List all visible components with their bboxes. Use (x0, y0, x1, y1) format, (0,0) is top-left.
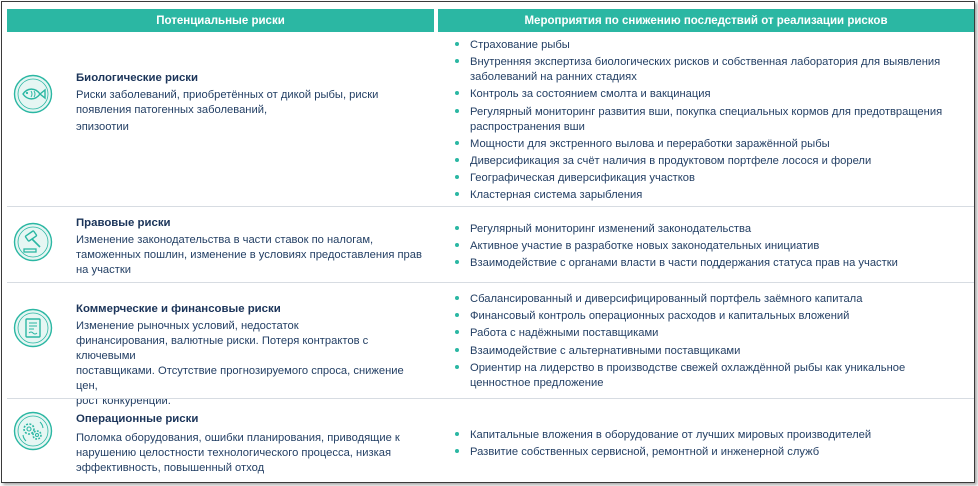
risk-desc-line: эпизоотии (76, 121, 129, 133)
risk-title: Правовые риски (76, 217, 171, 229)
risk-desc-line: поставщиками. Отсутствие прогнозируемого спроса, снижение цен, (76, 365, 404, 392)
risk-description (76, 88, 426, 135)
header-risks: Потенциальные риски (7, 9, 434, 32)
risk-row-biological (7, 35, 974, 205)
risk-desc-line: Изменение законодательства в части ставок по налогам, (76, 234, 374, 246)
measure-item: Взаимодействие с органами власти в части поддержания статуса прав на участки (453, 256, 968, 271)
contract-icon (13, 308, 53, 348)
measure-item: Финансовый контроль операционных расходов и капитальных вложений (453, 309, 968, 324)
risk-block (76, 302, 426, 409)
risk-block (76, 216, 426, 278)
measure-item: Активное участие в разработке новых законодательных инициатив (453, 239, 968, 254)
gears-icon (13, 411, 53, 451)
measure-item: Регулярный мониторинг изменений законодательства (453, 222, 968, 237)
measure-item: Регулярный мониторинг развития вши, покупка специальных кормов для предотвращения распространения вши (453, 105, 968, 135)
risk-title: Операционные риски (76, 413, 199, 425)
header-measures: Мероприятия по снижению последствий от реализации рисков (438, 9, 974, 32)
risk-description (76, 233, 426, 278)
measure-item: Диверсификация за счёт наличия в продуктовом портфеле лосося и форели (453, 154, 968, 169)
risk-description (76, 319, 426, 409)
risk-desc-line: нарушению целостности технологического процесса, низкая (76, 447, 392, 459)
risk-description (76, 431, 426, 476)
risk-desc-line: рост конкуренции. (76, 395, 171, 407)
risk-table (1, 1, 975, 483)
measures-list (453, 222, 968, 274)
risk-row-operational (7, 398, 974, 483)
risk-desc-line: на участки (76, 264, 132, 276)
risk-title: Коммерческие и финансовые риски (76, 303, 281, 315)
risk-title: Биологические риски (76, 72, 198, 84)
risk-row-commercial (7, 282, 974, 407)
risk-desc-line: Изменение рыночных условий, недостаток (76, 320, 299, 332)
risk-desc-line: таможенных пошлин, изменение в условиях предоставления прав (76, 249, 422, 261)
measure-item: Сбалансированный и диверсифицированный портфель заёмного капитала (453, 292, 968, 307)
risk-desc-line: Поломка оборудования, ошибки планирования, приводящие к (76, 432, 400, 444)
measure-item: Ориентир на лидерство в производстве свежей охлаждённой рыбы как уникальное ценностное предложение (453, 361, 968, 391)
measure-item: Работа с надёжными поставщиками (453, 326, 968, 341)
risk-desc-line: появления патогенных заболеваний, (76, 104, 268, 116)
measure-item: Внутренняя экспертиза биологических рисков и собственная лаборатория для выявления заболеваний на ранних стадиях (453, 55, 968, 85)
risk-row-legal (7, 206, 974, 282)
measure-item: Географическая диверсификация участков (453, 171, 968, 186)
gavel-icon (13, 222, 53, 262)
measure-item: Страхование рыбы (453, 38, 968, 53)
risk-block (76, 71, 426, 135)
measures-list (453, 38, 968, 206)
measure-item: Мощности для экстренного вылова и переработки заражённой рыбы (453, 137, 968, 152)
risk-desc-line: Риски заболеваний, приобретённых от дикой рыбы, риски (76, 89, 379, 101)
measure-item: Капитальные вложения в оборудование от лучших мировых производителей (453, 428, 968, 443)
measures-list (453, 428, 968, 462)
risk-desc-line: финансирования, валютные риски. Потеря контрактов с ключевыми (76, 335, 369, 362)
fish-icon (13, 74, 53, 114)
measure-item: Кластерная система зарыбления (453, 188, 968, 203)
measure-item: Развитие собственных сервисной, ремонтной и инженерной служб (453, 445, 968, 460)
measure-item: Контроль за состоянием смолта и вакцинация (453, 87, 968, 102)
measure-item: Взаимодействие с альтернативными поставщиками (453, 344, 968, 359)
risk-desc-line: эффективность, повышенный отход (76, 462, 265, 474)
risk-block (76, 412, 426, 476)
measures-list (453, 292, 968, 393)
